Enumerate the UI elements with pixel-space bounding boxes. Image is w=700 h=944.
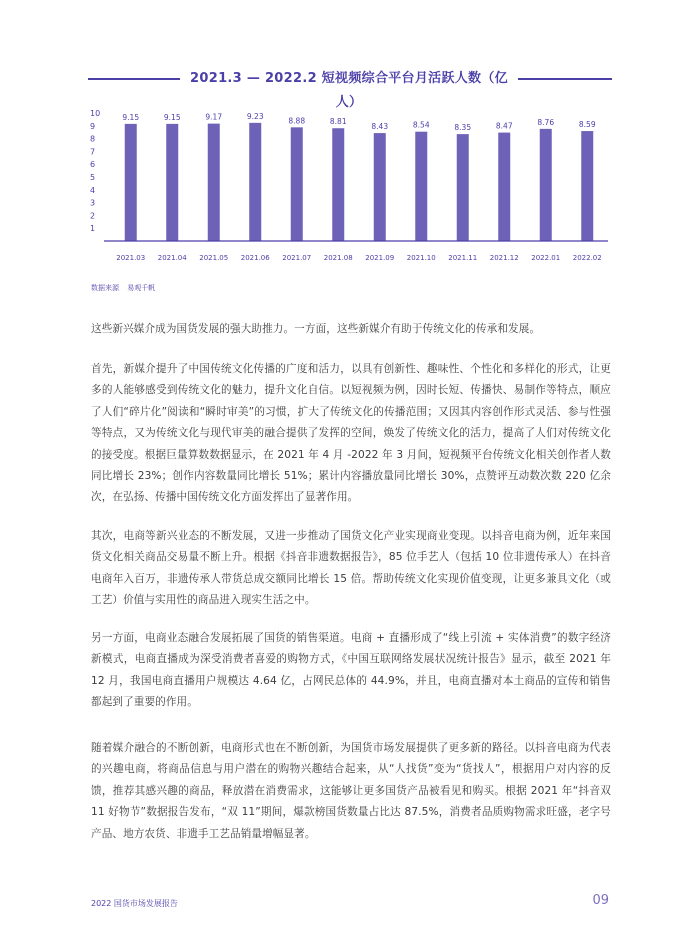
paragraph-fourth: 随着媒介融合的不断创新，电商形式也在不断创新，为国货市场发展提供了更多新的路径。以抖音电商为代表的兴趣电商，将商品信息与用户潜在的购物兴趣结合起来，从“人找货”变为“货找人”，根据用户对内容的反馈，推荐其感兴趣的商品，释放潜在消费需求，这能够让更多国货产品被看见和购买。根据 2021 年“抖音双 11 好物节”数据报告发布，“双 11”期间，爆款榜国货数量占比达 87.5%，消费者品质购物需求旺盛，老字号产品、地方农货、非遗手工艺品销量增幅显著。: [91, 742, 611, 840]
y-tick-label: 2: [90, 211, 96, 221]
data-source: [91, 283, 161, 293]
bar-value-label: 8.54: [412, 120, 430, 130]
bar-value-label: 9.15: [122, 112, 140, 122]
bar: [415, 132, 427, 241]
bar: [498, 133, 510, 241]
y-tick-label: 1: [90, 224, 96, 234]
bar: [332, 128, 344, 241]
x-tick-label: 2021.08: [323, 254, 353, 262]
chart-title-bar: [88, 67, 612, 110]
y-tick-label: 10: [90, 109, 101, 118]
title-rule-left: [88, 78, 180, 80]
y-tick-label: 9: [90, 121, 96, 131]
data-source-value: 易观千帆: [127, 284, 156, 292]
y-tick-label: 3: [90, 198, 96, 208]
bar: [540, 129, 552, 241]
y-tick-label: 5: [90, 173, 96, 182]
paragraph-third: 另一方面，电商业态融合发展拓展了国货的销售渠道。电商 + 直播形成了“线上引流 + 实体消费”的数字经济新模式，电商直播成为深受消费者喜爱的购物方式，《中国互联网络发展状况统计报告》显示，截至 2021 年 12 月，我国电商直播用户规模达 4.64 亿，占网民总体的 44.9%，并且，电商直播对本土商品的宣传和销售都起到了重要的作用。: [91, 632, 611, 709]
bar-value-label: 8.81: [329, 117, 347, 127]
bar-value-label: 8.59: [578, 120, 596, 130]
data-source-label: 数据来源: [91, 284, 119, 292]
paragraph-intro: 这些新兴媒介成为国货发展的强大助推力。一方面，这些新媒介有助于传统文化的传承和发展。: [91, 323, 541, 335]
bar: [581, 131, 593, 241]
footer-page-number: 09: [592, 893, 609, 908]
x-tick-label: 2021.05: [199, 254, 229, 262]
bar-value-label: 8.47: [495, 121, 513, 131]
bar: [291, 127, 303, 241]
x-tick-label: 2021.12: [489, 254, 519, 262]
x-tick-label: 2021.09: [365, 254, 395, 262]
title-rule-right: [518, 78, 612, 80]
bar-value-label: 9.17: [205, 112, 223, 122]
x-tick-label: 2021.04: [157, 254, 187, 262]
bar-value-label: 8.43: [371, 122, 389, 132]
x-tick-label: 2022.01: [531, 254, 561, 262]
bar: [457, 134, 469, 241]
chart-title: 2021.3 — 2022.2 短视频综合平台月活跃人数（亿人）: [190, 71, 508, 110]
x-tick-label: 2021.11: [448, 254, 478, 262]
x-tick-label: 2021.10: [406, 254, 436, 262]
bar-value-label: 9.15: [163, 112, 181, 122]
bar: [208, 124, 220, 241]
bar: [374, 133, 386, 241]
x-tick-label: 2021.07: [282, 254, 312, 262]
y-tick-label: 8: [90, 134, 96, 144]
y-tick-label: 4: [90, 185, 96, 195]
bar: [166, 124, 178, 241]
bar-chart: [82, 104, 612, 274]
bar-value-label: 9.23: [246, 111, 264, 121]
y-tick-label: 7: [90, 147, 96, 157]
bar: [125, 124, 137, 241]
paragraph-first: 首先，新媒介提升了中国传统文化传播的广度和活力，以具有创新性、趣味性、个性化和多样化的形式，让更多的人能够感受到传统文化的魅力，提升文化自信。以短视频为例，因时长短、传播快、易制作等特点，顺应了人们“碎片化”阅读和“瞬时审美”的习惯，扩大了传统文化的传播范围；又因其内容创作形式灵活、参与性强等特点，又为传统文化与现代审美的融合提供了发挥的空间，焕发了传统文化的活力，提高了人们对传统文化的接受度。根据巨量算数数据显示，在 2021 年 4 月 -2022 年 3 月间，短视频平台传统文化相关创作者人数同比增长 23%；创作内容数量同比增长 51%；累计内容播放量同比增长 30%，点赞评互动数次数 220 亿余次，在弘扬、传播中国传统文化方面发挥出了显著作用。: [91, 363, 611, 504]
footer-report-title: 2022 国货市场发展报告: [91, 899, 178, 908]
bar: [249, 123, 261, 241]
x-tick-label: 2021.06: [240, 254, 270, 262]
x-tick-label: 2022.02: [572, 254, 602, 262]
bar-value-label: 8.76: [537, 117, 555, 127]
x-tick-label: 2021.03: [116, 254, 146, 262]
bar-value-label: 8.35: [454, 123, 472, 133]
y-tick-label: 6: [90, 160, 96, 170]
bar-value-label: 8.88: [288, 116, 306, 126]
paragraph-second: 其次，电商等新兴业态的不断发展，又进一步推动了国货文化产业实现商业变现。以抖音电商为例，近年来国货文化相关商品交易量不断上升。根据《抖音非遗数据报告》，85 位手艺人（包括 10 位非遗传承人）在抖音电商年入百万，非遗传承人带货总成交额同比增长 15 倍。帮助传统文化实现价值变现，让更多兼具文化（或工艺）价值与实用性的商品进入现实生活之中。: [91, 530, 611, 607]
